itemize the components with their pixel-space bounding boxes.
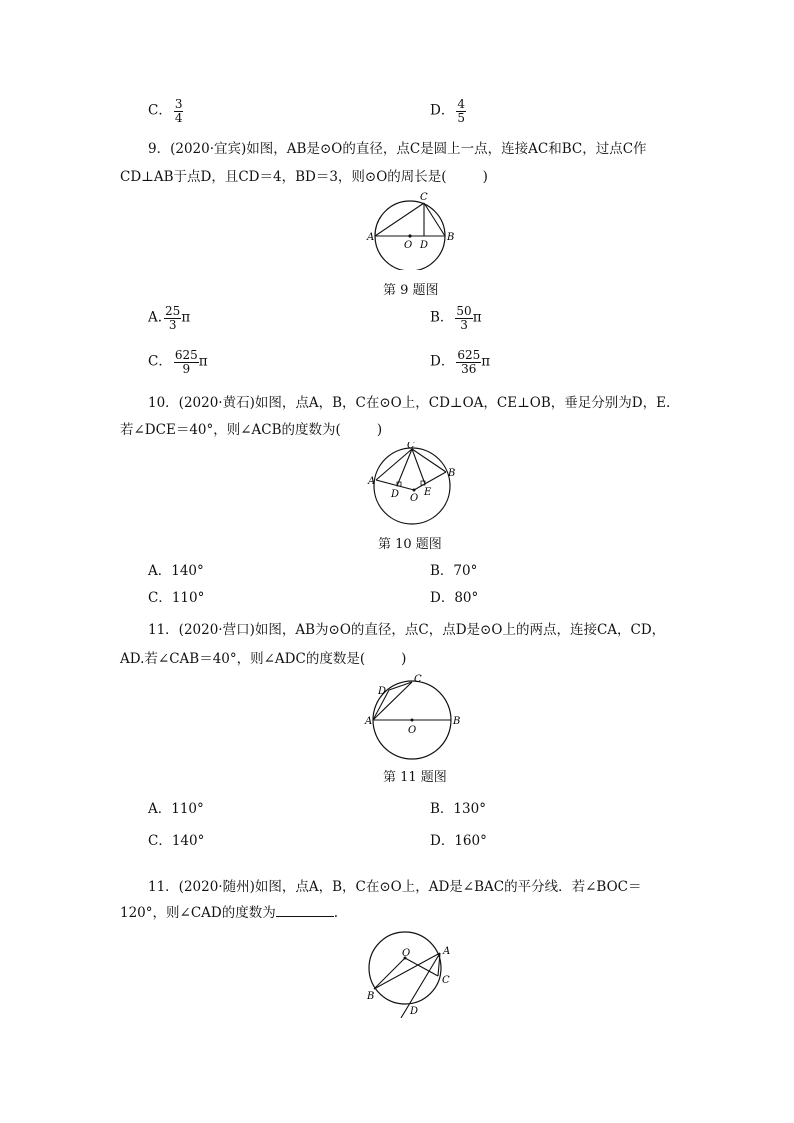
q10-stem-line2 bbox=[120, 417, 382, 443]
fraction bbox=[164, 305, 181, 331]
q10-stem-line1: 10．(2020·黄石)如图，点A，B，C在⊙O上，CD⊥OA，CE⊥OB，垂足分别为D，E. bbox=[148, 395, 671, 411]
option-letter: A. bbox=[148, 309, 163, 326]
label-b: B bbox=[448, 468, 456, 479]
pi-symbol: π bbox=[181, 309, 191, 326]
q9-caption: 第 9 题图 bbox=[383, 283, 439, 298]
q8-option-d-letter: D． bbox=[430, 102, 455, 119]
q11-caption: 第 11 题图 bbox=[383, 770, 447, 785]
option-letter: B． bbox=[430, 309, 454, 326]
fraction bbox=[174, 349, 199, 375]
label-d: D bbox=[410, 1006, 419, 1017]
q11-option-c[interactable]: C．140° bbox=[148, 833, 205, 849]
label-a: A bbox=[365, 716, 373, 727]
q9-option-d[interactable] bbox=[430, 349, 490, 375]
answer-blank[interactable] bbox=[276, 903, 334, 917]
label-e: E bbox=[424, 487, 432, 498]
segment-ob bbox=[374, 958, 405, 989]
q10-stem-text: 若∠DCE＝40°，则∠ACB的度数为( bbox=[120, 422, 341, 438]
q11-figure bbox=[362, 672, 462, 764]
denominator: 3 bbox=[460, 317, 468, 332]
denominator: 36 bbox=[461, 361, 477, 376]
numerator: 4 bbox=[457, 97, 465, 111]
q12-figure bbox=[362, 926, 462, 1018]
q11-option-b[interactable]: B．130° bbox=[430, 801, 486, 817]
q12-stem-text: 120°，则∠CAD的度数为 bbox=[120, 905, 276, 921]
q9-option-c[interactable] bbox=[148, 349, 208, 375]
q11-stem-line2 bbox=[120, 646, 406, 672]
q9-option-a[interactable] bbox=[148, 305, 190, 331]
label-d: D bbox=[391, 489, 400, 500]
circle bbox=[369, 932, 441, 1004]
label-b: B bbox=[367, 991, 375, 1002]
segment-ce bbox=[412, 449, 425, 484]
label-b: B bbox=[447, 232, 455, 243]
fraction bbox=[174, 98, 184, 124]
label-a: A bbox=[443, 946, 451, 957]
denominator: 3 bbox=[168, 317, 177, 332]
segment-cd bbox=[397, 449, 412, 486]
label-c: C bbox=[420, 192, 428, 203]
numerator: 50 bbox=[456, 304, 472, 318]
numerator: 625 bbox=[457, 348, 481, 362]
close-paren: ) bbox=[376, 422, 383, 438]
segment-bc bbox=[424, 203, 445, 236]
pi-symbol: π bbox=[198, 353, 208, 370]
label-d: D bbox=[420, 240, 429, 251]
q9-stem-text: CD⊥AB于点D，且CD＝4，BD＝3，则⊙O的周长是( bbox=[120, 169, 447, 185]
center-point bbox=[408, 234, 411, 237]
q12-stem-line1: 11．(2020·随州)如图，点A，B，C在⊙O上，AD是∠BAC的平分线．若∠BOC＝ bbox=[148, 879, 642, 895]
label-c: C bbox=[407, 442, 415, 451]
q11-option-d[interactable]: D．160° bbox=[430, 833, 487, 849]
label-b: B bbox=[453, 716, 461, 727]
fraction bbox=[455, 305, 472, 331]
label-a: A bbox=[367, 232, 375, 243]
q10-caption: 第 10 题图 bbox=[378, 537, 442, 552]
pi-symbol: π bbox=[472, 309, 482, 326]
label-o: O bbox=[410, 493, 419, 504]
option-letter: C． bbox=[148, 353, 172, 370]
bisector-ad bbox=[401, 953, 440, 1018]
q11-option-a[interactable]: A．110° bbox=[148, 801, 204, 817]
label-a: A bbox=[368, 476, 376, 487]
label-o: O bbox=[402, 948, 411, 959]
numerator: 625 bbox=[174, 348, 198, 362]
q8-option-c[interactable] bbox=[148, 98, 183, 124]
q10-option-a[interactable]: A．140° bbox=[148, 563, 204, 579]
period: . bbox=[333, 905, 339, 921]
q11-stem-text: AD.若∠CAB＝40°，则∠ADC的度数是( bbox=[120, 651, 366, 667]
label-c: C bbox=[442, 975, 450, 986]
center-point bbox=[413, 489, 416, 492]
segment-ac bbox=[375, 203, 424, 236]
q10-figure bbox=[362, 442, 462, 530]
label-c: C bbox=[414, 674, 422, 685]
label-o: O bbox=[404, 240, 413, 251]
close-paren: ) bbox=[401, 651, 407, 667]
q9-stem-line1: 9．(2020·宜宾)如图，AB是⊙O的直径，点C是圆上一点，连接AC和BC，过点C作 bbox=[148, 141, 647, 157]
q10-option-d[interactable]: D．80° bbox=[430, 590, 479, 606]
segment-ca bbox=[376, 449, 412, 480]
q8-option-c-letter: C． bbox=[148, 102, 172, 119]
denominator: 5 bbox=[457, 110, 465, 125]
q12-stem-line2 bbox=[120, 900, 338, 926]
close-paren: ) bbox=[482, 169, 488, 185]
q10-option-b[interactable]: B．70° bbox=[430, 563, 478, 579]
q10-option-c[interactable]: C．110° bbox=[148, 590, 205, 606]
label-o: O bbox=[408, 725, 417, 736]
q9-option-b[interactable] bbox=[430, 305, 482, 331]
center-point bbox=[411, 719, 414, 722]
numerator: 3 bbox=[174, 97, 183, 111]
denominator: 4 bbox=[174, 110, 183, 125]
q11-stem-line1: 11．(2020·营口)如图，AB为⊙O的直径，点C，点D是⊙O上的两点，连接CA，CD， bbox=[148, 622, 666, 638]
denominator: 9 bbox=[182, 361, 191, 376]
label-d: D bbox=[378, 686, 387, 697]
fraction bbox=[456, 98, 466, 124]
numerator: 25 bbox=[165, 304, 181, 318]
q8-option-d[interactable] bbox=[430, 98, 466, 124]
circle bbox=[374, 448, 450, 524]
segment-oc bbox=[405, 958, 438, 976]
q9-stem-line2 bbox=[120, 164, 488, 190]
fraction bbox=[456, 349, 481, 375]
option-letter: D． bbox=[430, 353, 455, 370]
pi-symbol: π bbox=[481, 353, 491, 370]
q9-figure bbox=[362, 190, 462, 270]
